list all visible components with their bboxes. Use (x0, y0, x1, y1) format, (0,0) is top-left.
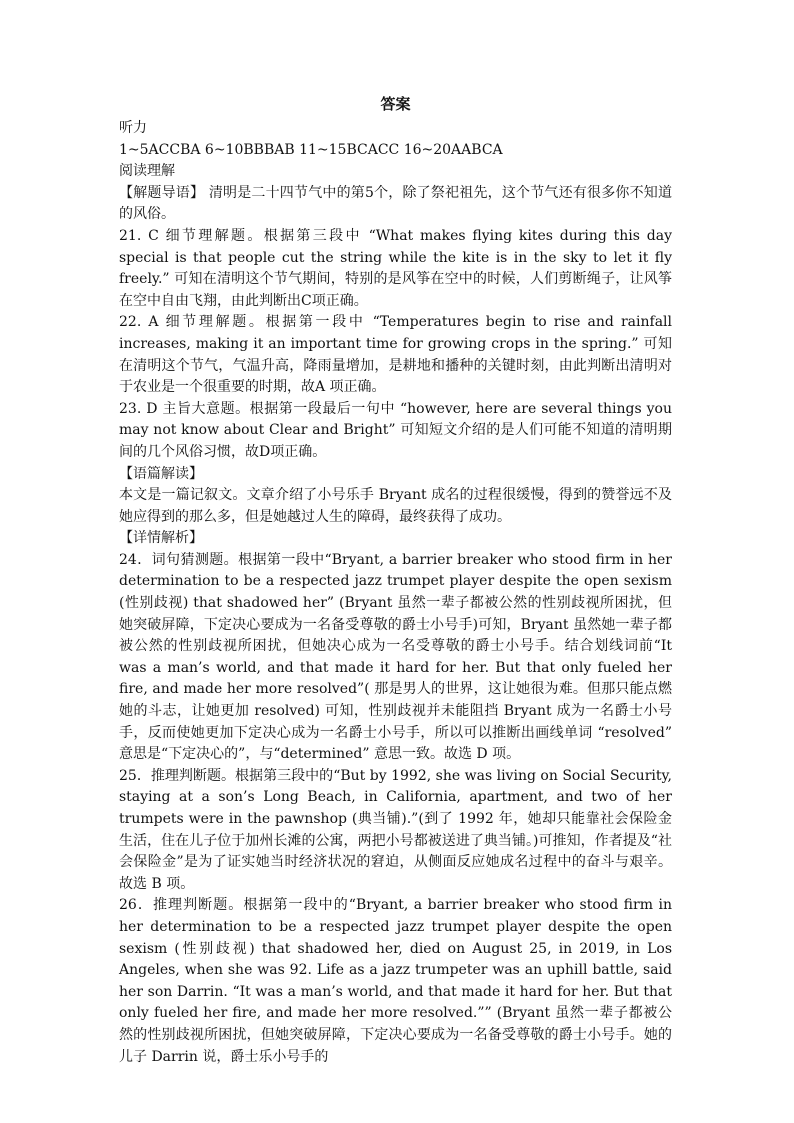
reading-heading: 阅读理解 (119, 163, 175, 180)
listening-heading: 听力 (119, 120, 147, 136)
answer-21: 21. C 细节理解题。根据第三段中 “What makes flying kites during this day special is that people cut the string while the kite is in the sky to let it fly freely.” 可知在清明这个节气期间，特别的是风筝在空中的时候，人们剪断绳子，让风筝在空中自由飞翔，由此判断出C项正确。 (119, 227, 672, 309)
answer-26: 26．推理判断题。根据第一段中的“Bryant, a barrier breaker who stood firm in her determination to be a respected jazz trumpet player despite the open sexism (性别歧视) that shadowed her, died on August 25, in 2019, in Los Angeles, when she was 92. Life as a jazz trumpeter was an uphill battle, said her son Darrin. “It was a man’s world, and that made it hard for her. But that only fueled her fire, and made her more resolved.”” (Bryant 虽然一辈子都被公然的性别歧视所困扰，但她突破屏障，下定决心要成为一名备受尊敬的爵士小号手。她的儿子 Darrin 说，爵士乐小号手的 (119, 897, 672, 1065)
answer-22: 22. A 细节理解题。根据第一段中 “Temperatures begin to rise and rainfall increases, making it an important time for growing crops in the spring.” 可知在清明这个节气，气温升高，降雨量增加，是耕地和播种的关键时刻，由此判断出清明对于农业是一个很重要的时期，故A 项正确。 (119, 314, 672, 396)
passage-summary: 本文是一篇记叙文。文章介绍了小号乐手 Bryant 成名的过程很缓慢，得到的赞誉远不及她应得到的那么多，但是她越过人生的障碍，最终获得了成功。 (119, 487, 672, 525)
listening-answers: 1~5ACCBA 6~10BBBAB 11~15BCACC 16~20AABCA (119, 141, 503, 158)
answer-23: 23. D 主旨大意题。根据第一段最后一句中 “however, here are several things you may not know about Clear and Bright” 可知短文介绍的是人们可能不知道的清明期间的几个风俗习惯，故D项正确。 (119, 400, 672, 460)
answer-document (119, 92, 672, 1068)
answer-25: 25．推理判断题。根据第三段中的“But by 1992, she was living on Social Security, staying at a son’s Long Beach, in California, apartment, and two of her trumpets were in the pawnshop (典当铺).”(到了 1992 年，她却只能靠社会保险金生活，住在儿子位于加州长滩的公寓，两把小号都被送进了典当铺。)可推知，作者提及“社会保险金”是为了证实她当时经济状况的窘迫，从侧面反应她成名过程中的奋斗与艰辛。故选 B 项。 (119, 767, 672, 892)
detail-heading: 【详情解析】 (119, 530, 203, 547)
page-title: 答案 (380, 95, 411, 113)
answer-24: 24．词句猜测题。根据第一段中“Bryant, a barrier breaker who stood firm in her determination to be a respected jazz trumpet player despite the open sexism (性别歧视) that shadowed her” (Bryant 虽然一辈子都被公然的性别歧视所困扰，但她突破屏障，下定决心要成为一名备受尊敬的爵士小号手)可知，Bryant 虽然她一辈子都被公然的性别歧视所困扰，但她决心成为一名受尊敬的爵士小号手。结合划线词前“It was a man’s world, and that made it hard for her. But that only fueled her fire, and made her more resolved”( 那是男人的世界，这让她很为难。但那只能点燃她的斗志，让她更加 resolved) 可知，性别歧视并未能阻挡 Bryant 成为一名爵士小号手，反而使她更加下定决心成为一名爵士小号手，所以可以推断出画线单词 “resolved” 意思是“下定决心的”，与“determined” 意思一致。故选 D 项。 (119, 551, 672, 763)
passage-heading: 【语篇解读】 (119, 465, 203, 482)
guide-paragraph: 【解题导语】 清明是二十四节气中的第5个，除了祭祀祖先，这个节气还有很多你不知道的风俗。 (119, 184, 672, 223)
